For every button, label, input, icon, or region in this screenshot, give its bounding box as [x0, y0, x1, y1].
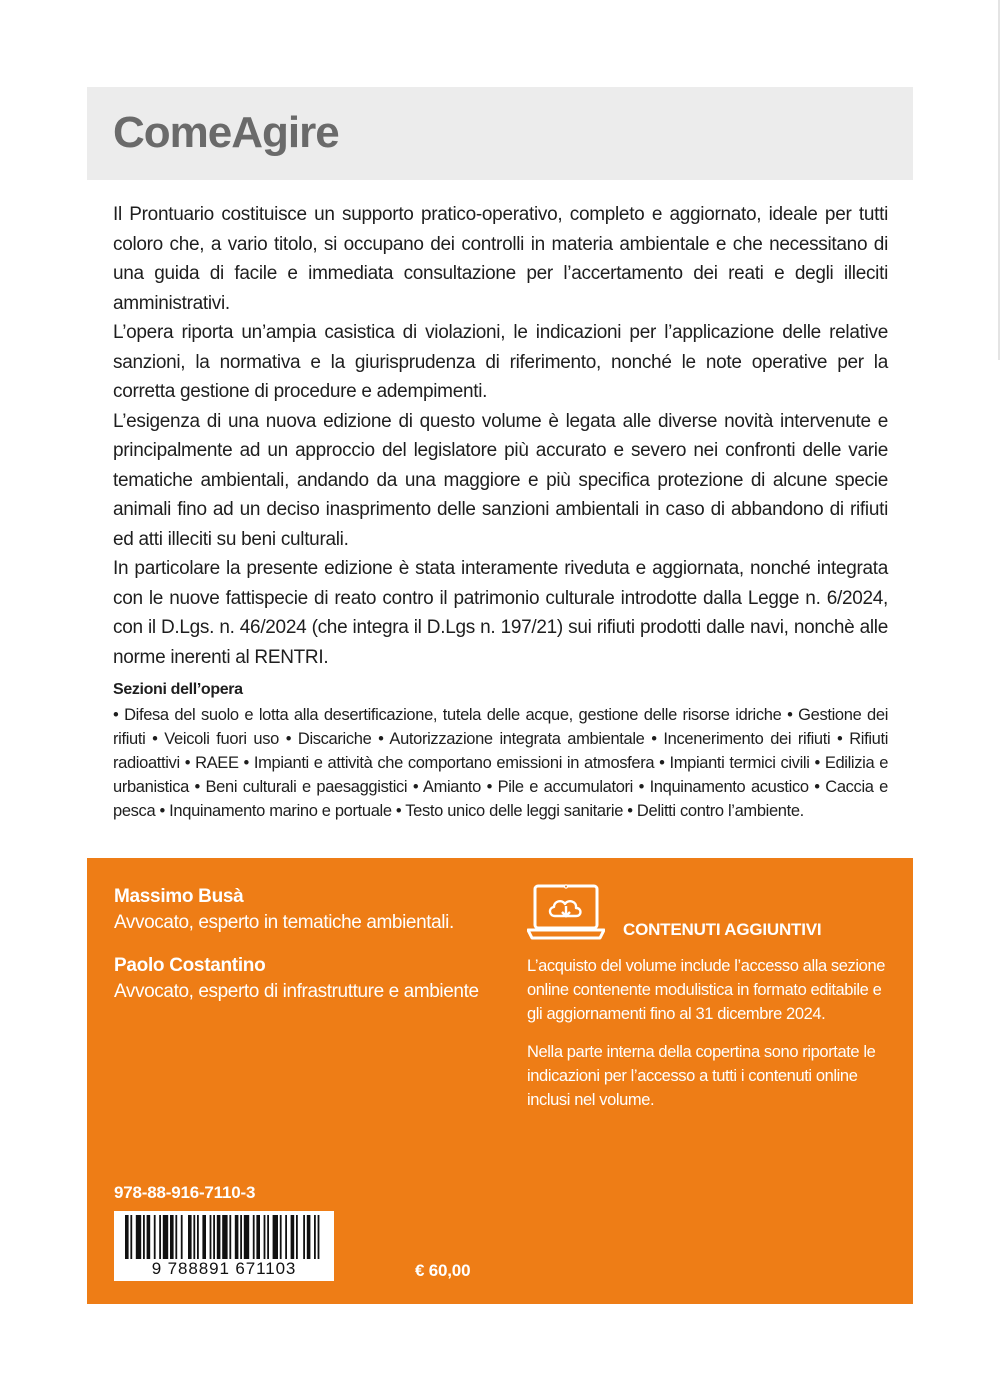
barcode-bar	[210, 1215, 212, 1259]
description-paragraph-4: In particolare la presente edizione è stata interamente riveduta e aggiornata, nonché integrata con le nuove fattispecie di reato contro il patrimonio culturale introdotte dalla Legge n. 6/2024, con il D.Lgs. n. 46/2024 (che integra il D.Lgs n. 197/21) sui rifiuti prodotti dalle navi, nonchè alle norme inerenti al RENTRI.	[113, 558, 888, 668]
section-item: • Amianto	[412, 778, 481, 796]
barcode-bar	[296, 1215, 298, 1259]
barcode-bar	[240, 1215, 242, 1259]
author-role: Avvocato, esperto di infrastrutture e ambiente	[114, 981, 479, 1002]
author-name: Massimo Busà	[114, 886, 244, 907]
barcode-bar	[154, 1215, 156, 1259]
author-role: Avvocato, esperto in tematiche ambientali.	[114, 912, 454, 933]
section-item: • Caccia e pesca	[113, 778, 888, 820]
section-item: • Gestione dei rifiuti	[113, 706, 889, 748]
barcode-bar	[143, 1215, 145, 1259]
barcode-bar	[130, 1215, 132, 1259]
barcode-bar	[222, 1215, 227, 1259]
barcode-bar	[125, 1215, 129, 1259]
section-item: • Impianti termici civili	[659, 754, 810, 772]
barcode-bar	[235, 1215, 239, 1259]
section-item: • RAEE	[184, 754, 239, 772]
barcode-bars	[125, 1215, 323, 1259]
barcode-bar	[181, 1215, 183, 1259]
barcode-bar	[147, 1215, 151, 1259]
barcode-bar	[285, 1215, 287, 1259]
extra-content-title: CONTENUTI AGGIUNTIVI	[623, 920, 822, 939]
barcode-bar	[264, 1215, 266, 1259]
section-item: • Inquinamento acustico	[638, 778, 809, 796]
barcode-bar	[291, 1215, 295, 1259]
description-paragraph-3: L’esigenza di una nuova edizione di questo volume è legata alle diverse novità intervenute e principalmente ad un approccio del legislatore più accurato e severo nei confronti delle varie tematiche ambientali, andando da una maggiore e più specifica protezione di alcune specie animali fino ad un deciso inasprimento delle sanzioni ambientali in caso di abbandono di rifiuti ed atti illeciti su beni culturali.	[113, 410, 888, 550]
header-band	[87, 87, 913, 180]
isbn-number: 978-88-916-7110-3	[114, 1183, 256, 1202]
barcode-bar	[253, 1215, 255, 1259]
barcode-bar	[159, 1215, 161, 1259]
barcode-bar	[175, 1215, 177, 1259]
barcode-bar	[170, 1215, 174, 1259]
barcode-bar	[256, 1215, 260, 1259]
barcode-bar	[217, 1215, 221, 1259]
isbn-barcode	[114, 1211, 334, 1281]
section-item: • Testo unico delle leggi sanitarie	[395, 802, 624, 820]
back-cover-info-band	[87, 858, 913, 1304]
section-item: • Edilizia e urbanistica	[113, 754, 889, 796]
section-item: • Autorizzazione integrata ambientale	[378, 730, 645, 748]
section-item: • Discariche	[285, 730, 372, 748]
barcode-bar	[318, 1215, 320, 1259]
sections-title: Sezioni dell’opera	[113, 681, 243, 698]
barcode-bar	[136, 1215, 141, 1259]
barcode-bar	[303, 1215, 305, 1259]
barcode-digits: 9 788891 671103	[151, 1259, 297, 1278]
barcode-bar	[188, 1215, 192, 1259]
sections-list	[113, 703, 888, 823]
section-item: • Delitti contro l’ambiente.	[627, 802, 804, 820]
barcode-bar	[273, 1215, 278, 1259]
laptop-cloud-download-icon	[527, 884, 605, 942]
section-item: • Difesa del suolo e lotta alla desertificazione, tutela delle acque, gestione delle risorse idriche	[113, 706, 782, 724]
barcode-bar	[314, 1215, 316, 1259]
description-paragraph-2: L’opera riporta un’ampia casistica di violazioni, le indicazioni per l’applicazione delle relative sanzioni, la normativa e la giurisprudenza di riferimento, nonché le note operative per la corretta gestione di procedure e adempimenti.	[113, 322, 888, 402]
author-1	[114, 884, 454, 936]
author-2	[114, 953, 479, 1005]
barcode-bar	[267, 1215, 269, 1259]
book-description	[113, 200, 888, 672]
barcode-bar	[193, 1215, 195, 1259]
section-item: • Incenerimento dei rifiuti	[651, 730, 831, 748]
barcode-bar	[244, 1215, 249, 1259]
section-item: • Beni culturali e paesaggistici	[194, 778, 408, 796]
extra-content-paragraph-2: Nella parte interna della copertina sono riportate le indicazioni per l’accesso a tutti i contenuti online inclusi nel volume.	[527, 1043, 876, 1109]
barcode-bar	[197, 1215, 199, 1259]
section-item: • Veicoli fuori uso	[152, 730, 279, 748]
barcode-bar	[213, 1215, 215, 1259]
author-name: Paolo Costantino	[114, 955, 266, 976]
barcode-bar	[202, 1215, 206, 1259]
barcode-bar	[280, 1215, 282, 1259]
series-title: ComeAgire	[113, 108, 339, 157]
barcode-bar	[163, 1215, 168, 1259]
section-item: • Rifiuti radioattivi	[113, 730, 889, 772]
section-item: • Impianti e attività che comportano emissioni in atmosfera	[243, 754, 655, 772]
description-paragraph-1: Il Prontuario costituisce un supporto pratico-operativo, completo e aggiornato, ideale per tutti coloro che, a vario titolo, si occupano dei controlli in materia ambientale e che necessitano di una guida di facile e immediata consultazione per l’accertamento dei reati e degli illeciti amministrativi.	[113, 204, 888, 314]
barcode-bar	[229, 1215, 231, 1259]
price: € 60,00	[415, 1261, 471, 1280]
barcode-bar	[307, 1215, 311, 1259]
section-item: • Pile e accumulatori	[486, 778, 633, 796]
sections-block	[113, 678, 888, 823]
extra-content-paragraph-1: L’acquisto del volume include l’accesso alla sezione online contenente modulistica in formato editabile e gli aggiornamenti fino al 31 dicembre 2024.	[527, 957, 886, 1023]
section-item: • Inquinamento marino e portuale	[159, 802, 392, 820]
